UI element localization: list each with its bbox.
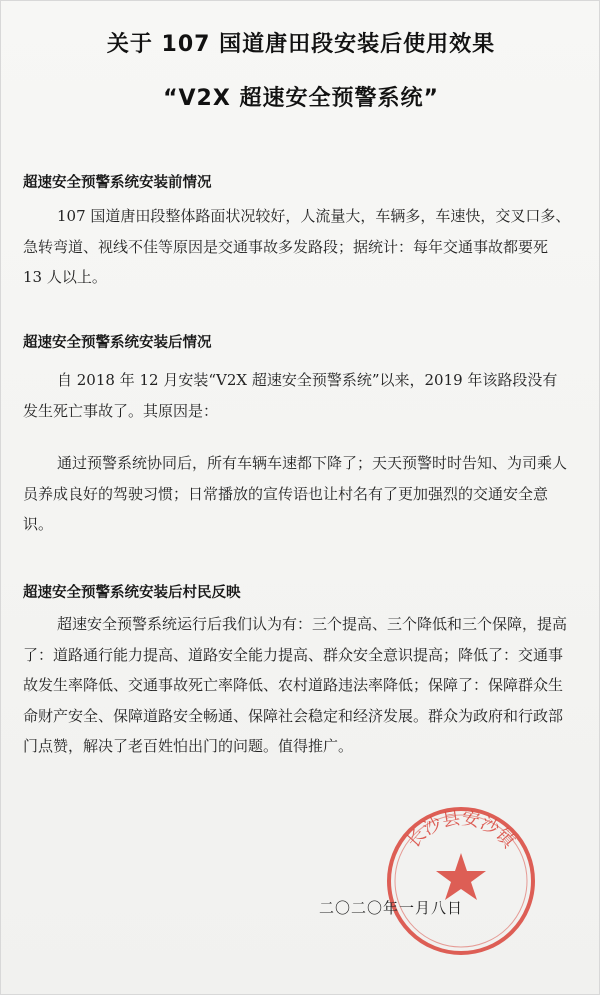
- official-seal-stamp: [381, 801, 541, 961]
- document-title-line1: 关于 107 国道唐田段安装后使用效果: [106, 32, 496, 57]
- section1-heading: 超速安全预警系统安装前情况: [23, 175, 212, 191]
- document-title-line2: “V2X 超速安全预警系统”: [163, 86, 439, 111]
- seal-arc-textpath: 长沙县安沙镇: [403, 807, 519, 853]
- section1-paragraph-text: 107 国道唐田段整体路面状况较好，人流量大，车辆多，车速快，交叉口多、急转弯道、视线不佳等原因是交通事故多发路段；据统计：每年交通事故都要死 13 人以上。: [23, 207, 571, 286]
- section3-paragraph: [23, 609, 571, 762]
- section2-paragraph1: [23, 365, 571, 426]
- section2-paragraph2-text: 通过预警系统协同后，所有车辆车速都下降了；天天预警时时告知、为司乘人员养成良好的驾驶习惯；日常播放的宣传语也让村名有了更加强烈的交通安全意识。: [23, 454, 568, 533]
- section2-heading: 超速安全预警系统安装后情况: [23, 335, 212, 351]
- section2-paragraph1-text: 自 2018 年 12 月安装“V2X 超速安全预警系统”以来，2019 年该路段没有发生死亡事故了。其原因是：: [23, 371, 558, 420]
- document-date: 二〇二〇年一月八日: [319, 899, 464, 917]
- section3-heading: 超速安全预警系统安装后村民反映: [23, 585, 241, 601]
- section2-paragraph2: [23, 448, 571, 540]
- section3-paragraph-text: 超速安全预警系统运行后我们认为有：三个提高、三个降低和三个保障，提高了：道路通行能力提高、道路安全能力提高、群众安全意识提高；降低了：交通事故发生率降低、交通事故死亡率降低、农村道路违法率降低；保障了：保障群众生命财产安全、保障道路安全畅通、保障社会稳定和经济发展。群众为政府和行政部门点赞，解决了老百姓怕出门的问题。值得推广。: [23, 615, 568, 755]
- seal-star-icon: [436, 853, 486, 900]
- section1-paragraph: [23, 201, 571, 293]
